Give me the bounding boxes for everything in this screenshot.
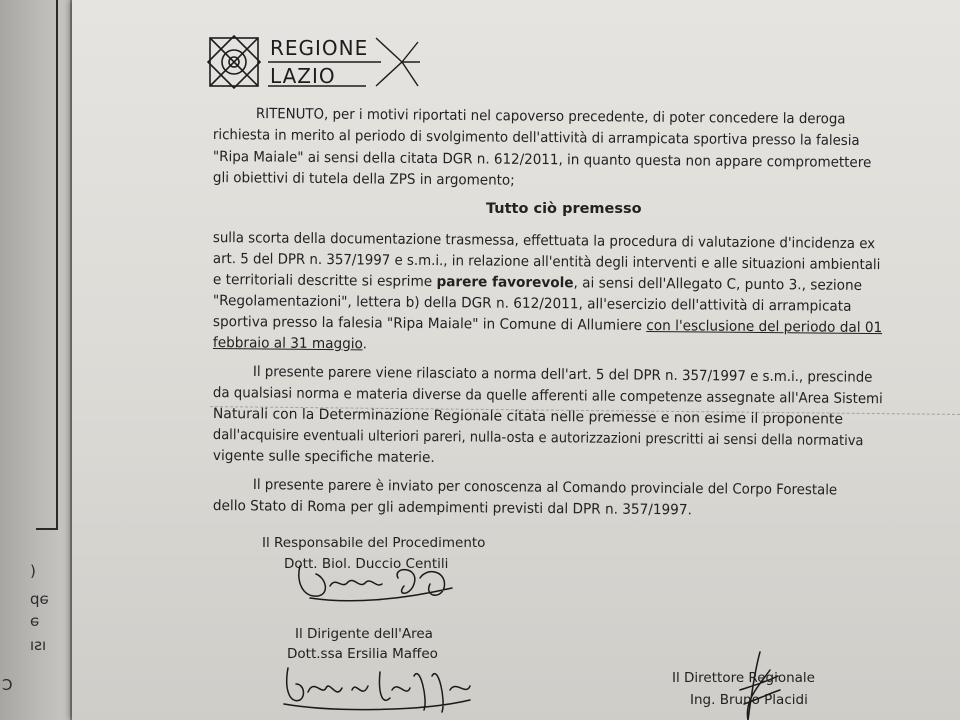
paragraph-2-line: "Regolamentazioni", lettera b) della DGR n. 612/2011, all'esercizio dell'attività di arrampicata (212, 293, 852, 315)
dirigente-title: Il Dirigente dell'Area (295, 626, 433, 642)
logo-line-regione: REGIONE (270, 36, 369, 60)
paragraph-3-line: vigente sulle specifiche materie. (212, 448, 435, 467)
paragraph-2-text: . (362, 336, 368, 353)
paragraph-2-text: sportiva presso la falesia "Ripa Maiale" in Comune di Allumiere (212, 314, 647, 334)
underlying-text-fragment: ( (30, 562, 36, 580)
logo-line-lazio: LAZIO (270, 64, 336, 88)
section-heading: Tutto ciò premesso (486, 201, 642, 217)
signature-centili-icon (299, 566, 452, 601)
responsabile-name: Dott. Biol. Duccio Centili (284, 556, 449, 572)
signature-maffeo-icon (284, 668, 470, 712)
paragraph-3-line: dall'acquisire eventuali ulteriori pareri, nulla-osta e autorizzazioni prescritti ai sensi della normativa (212, 427, 864, 450)
paragraph-4-line: dello Stato di Roma per gli adempimenti previsti dal DPR n. 357/1997. (212, 498, 692, 519)
paragraph-1-line: RITENUTO, per i motivi riportati nel capoverso precedente, di poter concedere la deroga (255, 106, 846, 128)
paragraph-1-line: gli obiettivi di tutela della ZPS in argomento; (212, 170, 515, 189)
paragraph-2-line: sulla scorta della documentazione trasmessa, effettuata la procedura di valutazione d'incidenza ex (212, 230, 876, 253)
paragraph-3-line: da qualsiasi norma e materia diverse da quelle afferenti alle competenze assegnate all'Area Sistemi (212, 385, 883, 408)
paragraph-1-line: "Ripa Maiale" ai sensi della citata DGR n. 612/2011, in quanto questa non appare compromettere (212, 149, 872, 172)
responsabile-title: Il Responsabile del Procedimento (262, 535, 486, 551)
paragraph-2-text: e territoriali descritte si esprime (212, 272, 437, 291)
exclusion-period-underlined: con l'esclusione del periodo dal 01 (646, 317, 883, 337)
paragraph-3-line: Naturali con la Determinazione Regionale citata nelle premesse e non esime il proponente (212, 406, 844, 428)
dirigente-name: Dott.ssa Ersilia Maffeo (287, 646, 438, 662)
exclusion-period-underlined: febbraio al 31 maggio (212, 335, 363, 353)
paragraph-2-text: , ai sensi dell'Allegato C, punto 3., sezione (573, 275, 863, 294)
paragraph-2-line: art. 5 del DPR n. 357/1997 e s.m.i., in relazione all'entità degli interventi e alle situazioni ambientali (212, 251, 881, 274)
underlying-text-fragment: ısı (30, 636, 47, 654)
underlying-text-fragment: C (2, 676, 13, 694)
underlying-text-fragment: əp (30, 590, 49, 608)
paragraph-4-line: Il presente parere è inviato per conoscenza al Comando provinciale del Corpo Forestale (252, 477, 838, 499)
paragraph-1-line: richiesta in merito al periodo di svolgimento dell'attività di arrampicata sportiva presso la falesia (212, 127, 860, 150)
direttore-title: Il Direttore Regionale (672, 670, 815, 686)
parere-favorevole-bold: parere favorevole (436, 274, 574, 292)
direttore-name: Ing. Bruno Placidi (690, 692, 808, 708)
signature-placidi-icon (740, 652, 780, 720)
paragraph-3-line: Il presente parere viene rilasciato a norma dell'art. 5 del DPR n. 357/1997 e s.m.i., prescinde (252, 364, 873, 386)
underlying-text-fragment: ə (30, 612, 40, 630)
